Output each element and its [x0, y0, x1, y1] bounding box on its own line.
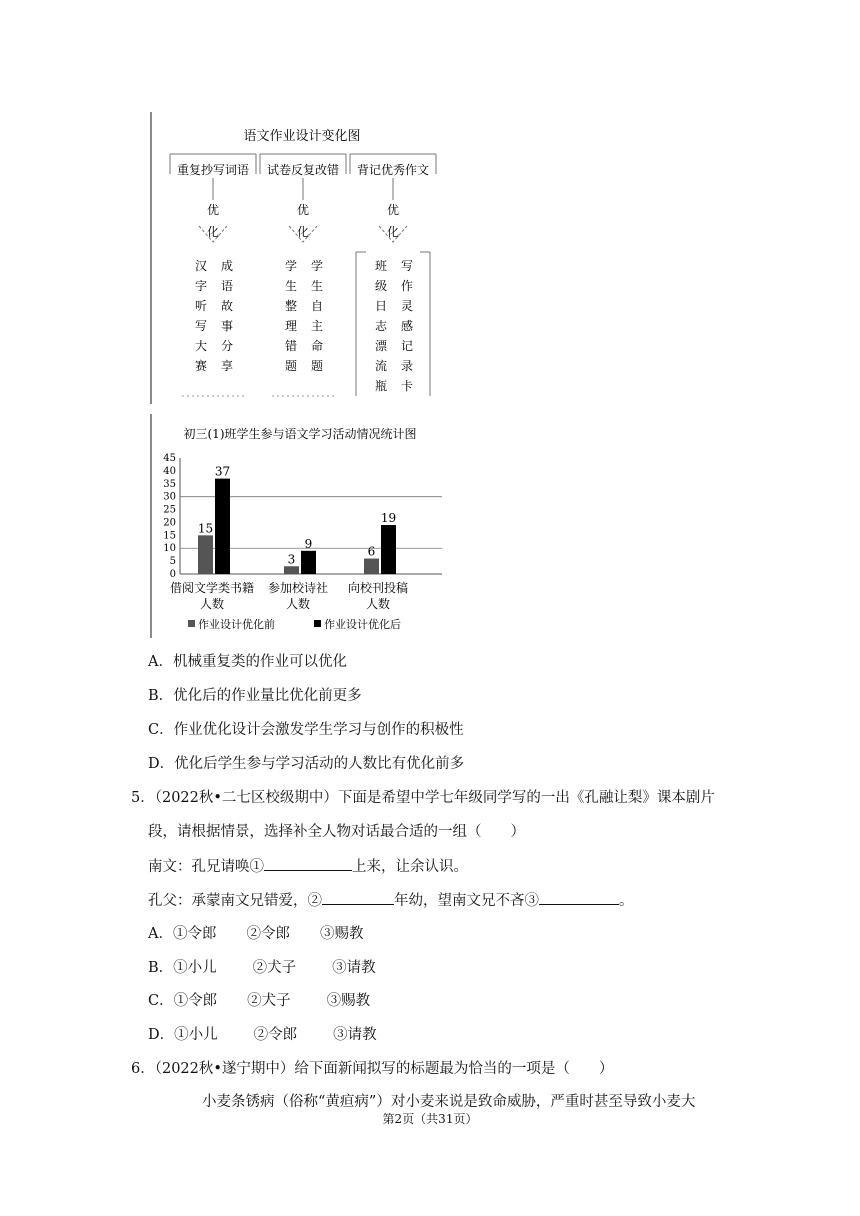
- x-category-label: 向校刊投稿: [347, 581, 409, 595]
- q4-option-b: B．优化后的作业量比优化前更多: [148, 688, 362, 704]
- y-tick-label: 10: [163, 543, 176, 555]
- activity-bar-chart: [150, 414, 452, 638]
- diagram-title: 语文作业设计变化图: [243, 129, 361, 144]
- bar-before: [284, 566, 299, 574]
- q6-passage-line: 小麦条锈病（俗称“黄疸病”）对小麦来说是致命威胁，严重时甚至导致小麦大: [202, 1094, 696, 1110]
- bar-value-label: 6: [367, 544, 376, 559]
- diagram-outcome-char: 语: [220, 279, 234, 293]
- q5-option-a: [148, 924, 363, 944]
- y-tick-label: 20: [163, 517, 176, 529]
- diagram-outcome-char: 题: [284, 359, 298, 373]
- x-category-label: 人数: [365, 597, 391, 611]
- q4-option-c: C．作业优化设计会激发学生学习与创作的积极性: [148, 722, 464, 738]
- q6-stem: 6．（2022秋•遂宁期中）给下面新闻拟写的标题最为恰当的一项是（ ）: [131, 1061, 614, 1077]
- diagram-outcome-char: 灵: [400, 299, 414, 313]
- diagram-box-label: 背记优秀作文: [356, 163, 430, 177]
- x-category-label: 借阅文学类书籍: [169, 581, 255, 595]
- bar-value-label: 19: [380, 511, 397, 526]
- diagram-outcome-char: 感: [400, 319, 414, 333]
- y-tick-label: 45: [163, 453, 176, 464]
- diagram-outcome-char: 主: [310, 319, 324, 333]
- diagram-outcome-char: 志: [374, 319, 388, 333]
- y-tick-label: 30: [163, 491, 176, 503]
- bar-value-label: 9: [304, 536, 313, 551]
- page-footer: 第2页（共31页）: [382, 1112, 478, 1126]
- diagram-action-char: 优: [206, 203, 220, 217]
- diagram-outcome-char: 理: [284, 319, 298, 333]
- diagram-outcome-char: 汉: [194, 259, 208, 273]
- q5-a-2: ②令郎: [246, 926, 290, 942]
- diagram-outcome-char: 卡: [400, 379, 414, 393]
- bar-after: [381, 525, 396, 574]
- diagram-outcome-char: 自: [310, 299, 324, 313]
- legend-swatch: [314, 620, 321, 627]
- legend-label: 作业设计优化后: [324, 618, 401, 631]
- q5-b-3: ③请教: [332, 960, 376, 976]
- diagram-outcome-char: 命: [310, 339, 324, 353]
- diagram-outcome-char: 学: [284, 259, 298, 273]
- diagram-outcome-char: 写: [400, 259, 414, 273]
- homework-design-diagram: [150, 112, 452, 404]
- q5-dialog-1: [148, 856, 468, 877]
- diagram-outcome-bracket: [356, 252, 430, 396]
- y-tick-label: 35: [163, 478, 176, 490]
- diagram-outcome-char: 漂: [374, 339, 388, 353]
- q5-c-1: C．①令郎: [148, 993, 218, 1009]
- y-tick-label: 40: [163, 465, 176, 477]
- diagram-outcome-char: 日: [374, 299, 388, 313]
- dialog2-mid: 年幼，望南文兄不吝③: [394, 893, 539, 909]
- diagram-outcome-char: 作: [400, 279, 414, 293]
- q5-c-3: ③赐教: [326, 993, 371, 1009]
- q4-option-a: A．机械重复类的作业可以优化: [148, 654, 347, 670]
- diagram-outcome-char: 听: [194, 299, 208, 313]
- bar-before: [198, 535, 213, 574]
- bar-value-label: 37: [214, 464, 231, 479]
- dialog1-after: 上来，让余认识。: [352, 859, 468, 875]
- diagram-outcome-char: 享: [220, 359, 234, 373]
- q5-stem-line1: 5．（2022秋•二七区校级期中）下面是希望中学七年级同学写的一出《孔融让梨》课本剧片: [131, 790, 715, 806]
- q5-option-b: [148, 958, 376, 978]
- diagram-box-label: 重复抄写词语: [176, 163, 250, 177]
- blank-1: [264, 856, 352, 871]
- bar-after: [215, 479, 230, 574]
- bar-after: [301, 551, 316, 574]
- diagram-outcome-char: 级: [374, 279, 388, 293]
- q5-a-1: A．①令郎: [148, 926, 217, 942]
- blank-3: [539, 890, 619, 905]
- x-category-label: 参加校诗社: [267, 581, 329, 595]
- y-tick-label: 5: [169, 556, 176, 568]
- q5-stem-line2: 段，请根据情景，选择补全人物对话最合适的一组（ ）: [148, 824, 525, 840]
- diagram-outcome-char: 赛: [194, 359, 208, 373]
- bar-before: [364, 559, 379, 574]
- diagram-box-label: 试卷反复改错: [266, 163, 340, 177]
- y-tick-label: 0: [169, 569, 176, 580]
- diagram-outcome-char: 字: [194, 279, 208, 293]
- diagram-action-char: 化: [386, 225, 400, 239]
- q5-b-1: B．①小儿: [148, 960, 217, 976]
- q5-option-d: [148, 1025, 377, 1045]
- q4-option-d: D．优化后学生参与学习活动的人数比有优化前多: [148, 756, 465, 772]
- diagram-outcome-char: 写: [194, 319, 208, 333]
- diagram-action-char: 优: [386, 203, 400, 217]
- diagram-outcome-char: 生: [284, 279, 298, 293]
- diagram-outcome-char: 故: [220, 299, 234, 313]
- diagram-outcome-char: 错: [284, 339, 298, 353]
- x-category-label: 人数: [285, 597, 311, 611]
- diagram-action-char: 优: [296, 203, 310, 217]
- diagram-outcome-char: 瓶: [374, 379, 388, 393]
- bar-value-label: 15: [197, 521, 214, 536]
- q5-c-2: ②犬子: [247, 993, 291, 1009]
- chart-svg: [152, 414, 452, 638]
- blank-2: [322, 890, 394, 905]
- chart-title: 初三(1)班学生参与语文学习活动情况统计图: [183, 427, 417, 441]
- diagram-outcome-char: 生: [310, 279, 324, 293]
- dialog2-after: 。: [619, 893, 634, 909]
- dialog1-before: 南文：孔兄请唤①: [148, 859, 264, 875]
- legend-swatch: [188, 620, 195, 627]
- diagram-svg: [152, 112, 452, 404]
- dialog2-before: 孔父：承蒙南文兄错爱，②: [148, 893, 322, 909]
- diagram-outcome-char: 整: [284, 299, 298, 313]
- x-category-label: 人数: [199, 597, 225, 611]
- q5-d-3: ③请教: [333, 1027, 377, 1043]
- q5-dialog-2: [148, 890, 634, 911]
- y-tick-label: 15: [163, 530, 176, 542]
- diagram-outcome-char: 流: [374, 359, 388, 373]
- bar-value-label: 3: [287, 552, 296, 567]
- q5-d-1: D．①小儿: [148, 1027, 218, 1043]
- diagram-outcome-char: 事: [220, 319, 234, 333]
- diagram-action-char: 化: [206, 225, 220, 239]
- diagram-outcome-char: 学: [310, 259, 324, 273]
- q5-option-c: [148, 991, 370, 1011]
- diagram-outcome-char: 题: [310, 359, 324, 373]
- diagram-outcome-char: 录: [400, 359, 414, 373]
- diagram-outcome-char: 记: [400, 339, 414, 353]
- q5-d-2: ②令郎: [253, 1027, 298, 1043]
- diagram-outcome-char: 班: [374, 259, 388, 273]
- diagram-action-char: 化: [296, 225, 310, 239]
- legend-label: 作业设计优化前: [198, 618, 275, 631]
- diagram-outcome-char: 分: [220, 339, 234, 353]
- q5-a-3: ③赐教: [319, 926, 364, 942]
- y-tick-label: 25: [163, 504, 176, 516]
- diagram-outcome-char: 成: [220, 259, 234, 273]
- diagram-outcome-char: 大: [194, 339, 208, 353]
- q5-b-2: ②犬子: [252, 960, 297, 976]
